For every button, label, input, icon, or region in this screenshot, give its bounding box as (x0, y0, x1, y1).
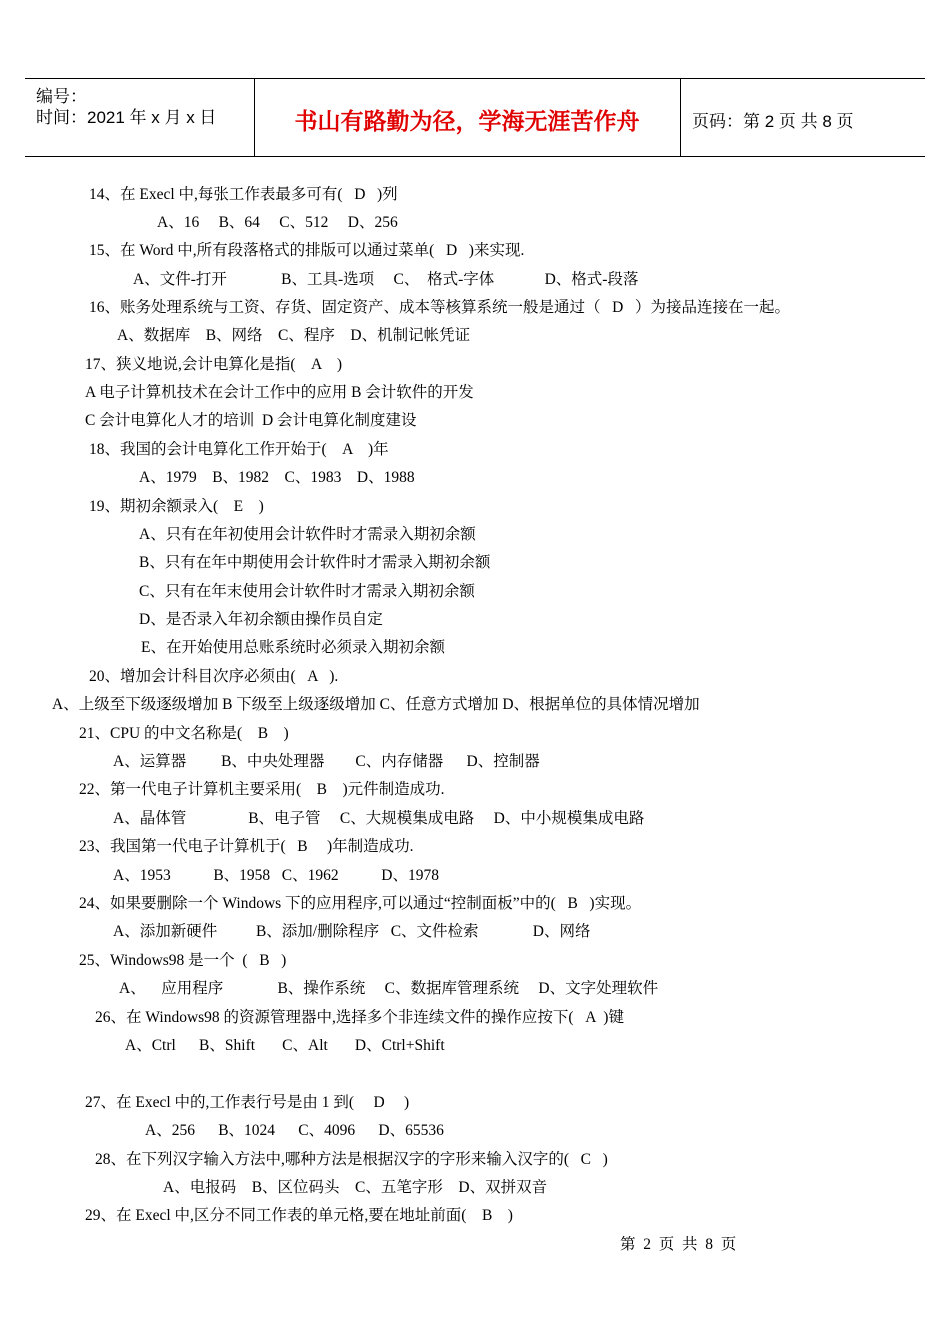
page-header (25, 78, 925, 157)
option-line: A、Ctrl B、Shift C、Alt D、Ctrl+Shift (125, 1037, 445, 1054)
option-line: A、16 B、64 C、512 D、256 (157, 214, 398, 231)
option-line: A、只有在年初使用会计软件时才需录入期初余额 (139, 526, 476, 543)
document-time-label: 时间：2021 年 x 月 x 日 (36, 108, 217, 127)
option-line: C 会计电算化人才的培训 D 会计电算化制度建设 (85, 412, 417, 429)
option-line: C、只有在年末使用会计软件时才需录入期初余额 (139, 583, 475, 600)
question-line: 20、增加会计科目次序必须由( A ). (89, 668, 339, 685)
option-line: A、1979 B、1982 C、1983 D、1988 (139, 469, 415, 486)
question-line: 16、账务处理系统与工资、存货、固定资产、成本等核算系统一般是通过（ D ）为接品连接在一起。 (89, 299, 790, 316)
option-line: A、文件-打开 B、工具-选项 C、 格式-字体 D、格式-段落 (133, 271, 639, 288)
option-line: A、数据库 B、网络 C、程序 D、机制记帐凭证 (117, 327, 471, 344)
header-left-cell (25, 79, 255, 156)
option-line: A、晶体管 B、电子管 C、大规模集成电路 D、中小规模集成电路 (113, 810, 645, 827)
question-line: 27、在 Execl 中的,工作表行号是由 1 到( D ) (85, 1094, 410, 1111)
question-line: 21、CPU 的中文名称是( B ) (79, 725, 289, 742)
question-line: 24、如果要删除一个 Windows 下的应用程序,可以通过“控制面板”中的( B )实现。 (79, 895, 642, 912)
option-line: A、添加新硬件 B、添加/删除程序 C、文件检索 D、网络 (113, 923, 591, 940)
header-page-info: 页码：第 2 页 共 8 页 (692, 112, 854, 131)
question-line: 14、在 Execl 中,每张工作表最多可有( D )列 (89, 186, 398, 203)
question-line: 29、在 Execl 中,区分不同工作表的单元格,要在地址前面( B ) (85, 1207, 513, 1224)
question-line: 19、期初余额录入( E ) (89, 498, 264, 515)
option-line: A、1953 B、1958 C、1962 D、1978 (113, 867, 439, 884)
option-line: A、256 B、1024 C、4096 D、65536 (145, 1122, 444, 1139)
option-line: A 电子计算机技术在会计工作中的应用 B 会计软件的开发 (85, 384, 474, 401)
option-line: E、在开始使用总账系统时必须录入期初余额 (141, 639, 445, 656)
question-line: 25、Windows98 是一个 ( B ) (79, 952, 287, 969)
question-line: 18、我国的会计电算化工作开始于( A )年 (89, 441, 389, 458)
option-line: A、运算器 B、中央处理器 C、内存储器 D、控制器 (113, 753, 540, 770)
option-line: B、只有在年中期使用会计软件时才需录入期初余额 (139, 554, 491, 571)
option-line: A、电报码 B、区位码头 C、五笔字形 D、双拼双音 (163, 1179, 548, 1196)
question-line: 17、狭义地说,会计电算化是指( A ) (85, 356, 343, 373)
question-line: 15、在 Word 中,所有段落格式的排版可以通过菜单( D )来实现. (89, 242, 525, 259)
header-right-cell (681, 79, 925, 156)
page-footer: 第 2 页 共 8 页 (620, 1236, 737, 1253)
question-line: 26、在 Windows98 的资源管理器中,选择多个非连续文件的操作应按下( A )键 (95, 1009, 624, 1026)
question-line: 22、第一代电子计算机主要采用( B )元件制造成功. (79, 781, 445, 798)
header-middle-cell (254, 79, 681, 156)
document-number-label: 编号： (36, 87, 87, 106)
header-motto: 书山有路勤为径，学海无涯苦作舟 (294, 109, 640, 135)
question-line: 28、在下列汉字输入方法中,哪种方法是根据汉字的字形来输入汉字的( C ) (95, 1151, 608, 1168)
option-line: A、上级至下级逐级增加 B 下级至上级逐级增加 C、任意方式增加 D、根据单位的具体情况增加 (52, 696, 700, 713)
option-line: A、 应用程序 B、操作系统 C、数据库管理系统 D、文字处理软件 (119, 980, 659, 997)
option-line: D、是否录入年初余额由操作员自定 (139, 611, 383, 628)
question-line: 23、我国第一代电子计算机于( B )年制造成功. (79, 838, 414, 855)
